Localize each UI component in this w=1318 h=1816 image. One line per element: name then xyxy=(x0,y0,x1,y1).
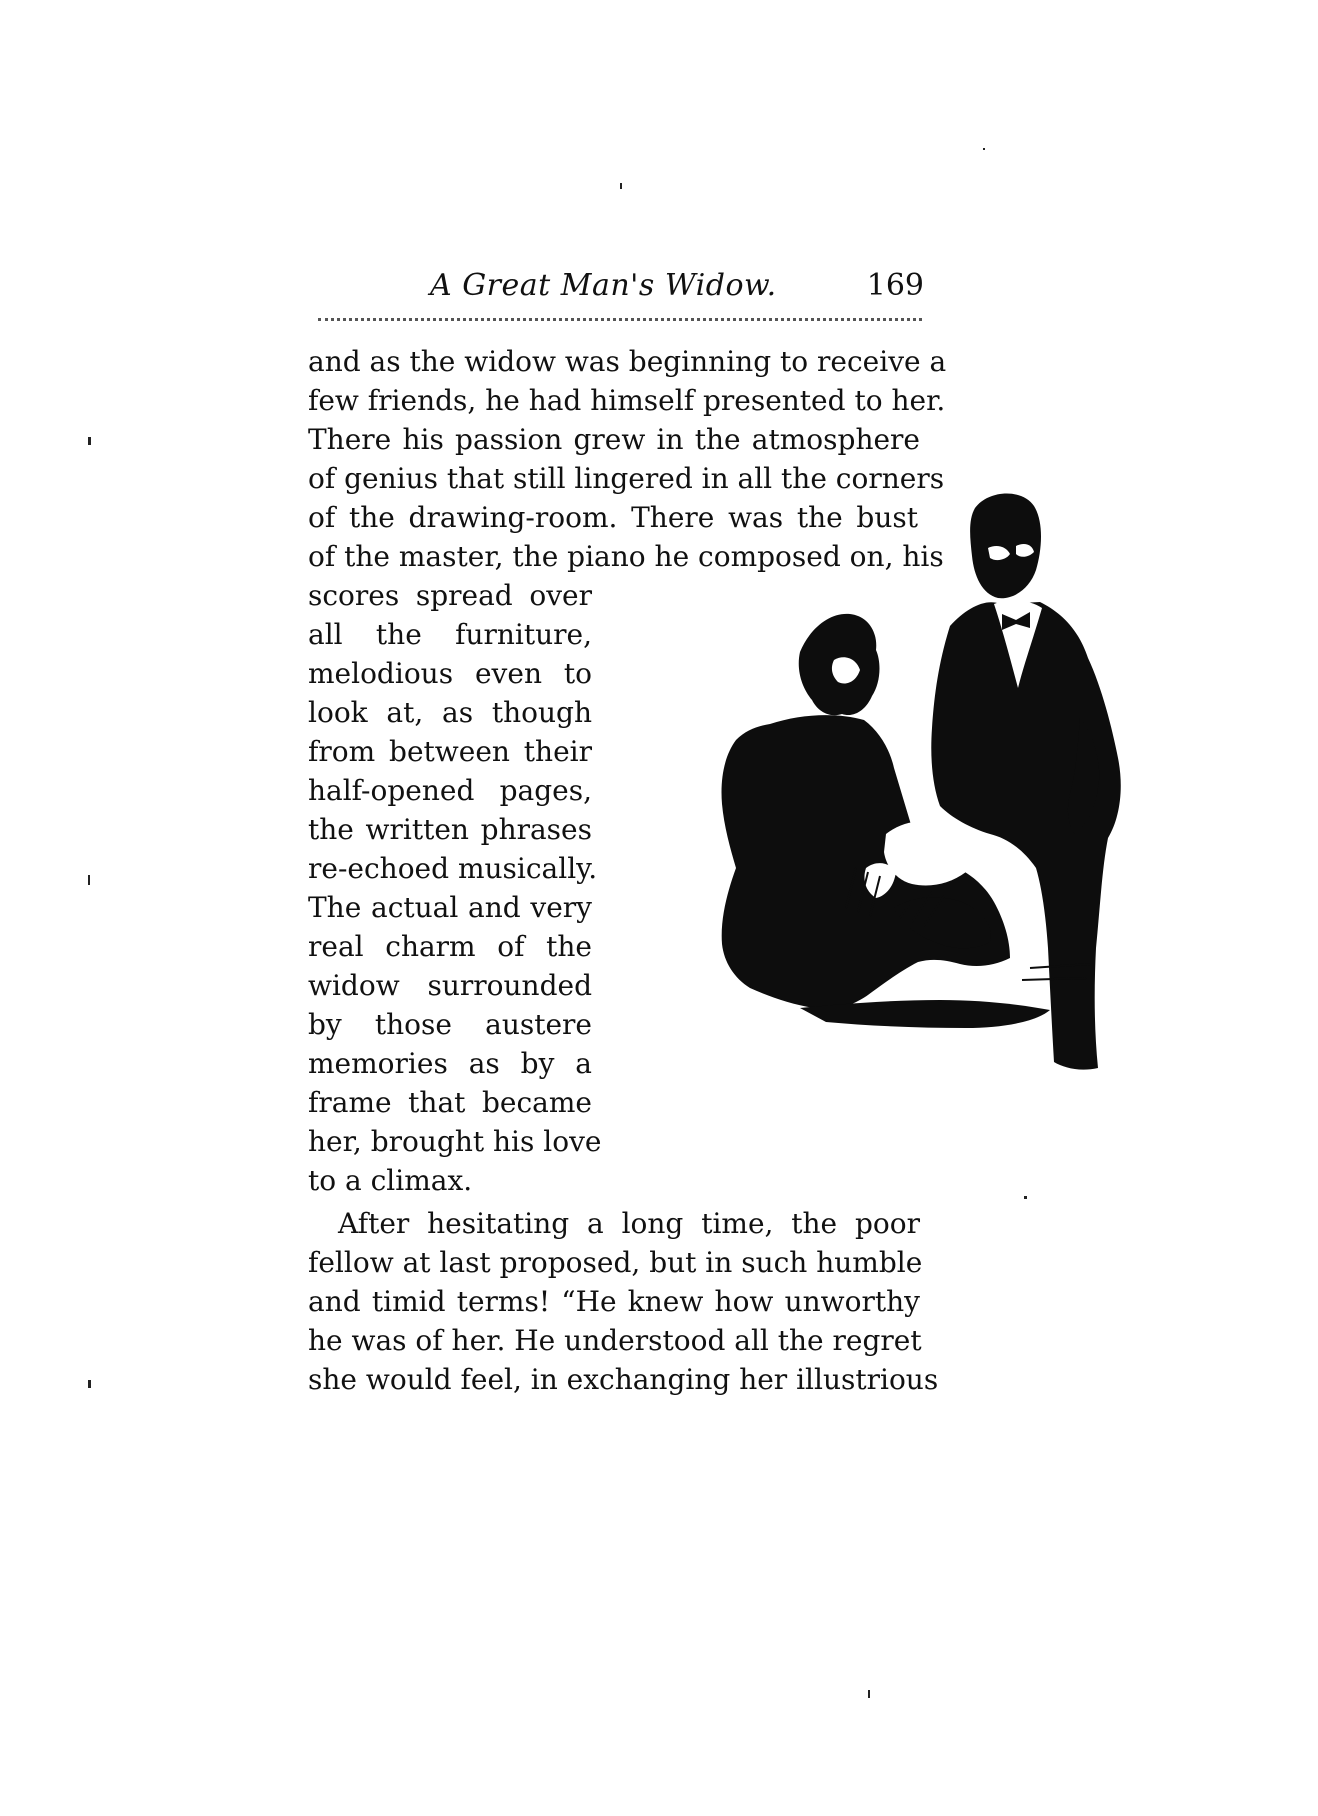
text-line: melodious even to xyxy=(308,657,592,690)
text-line: to a climax. xyxy=(308,1164,473,1197)
header-rule xyxy=(318,318,922,321)
text-line: of the drawing-room. There was the bust xyxy=(308,501,918,534)
margin-speck xyxy=(620,183,622,189)
illustration-couple xyxy=(650,488,1140,1188)
text-line: the written phrases xyxy=(308,813,592,846)
text-line: There his passion grew in the atmosphere xyxy=(308,423,920,456)
text-line: look at, as though xyxy=(308,696,592,729)
text-line: he was of her. He understood all the regret xyxy=(308,1324,922,1357)
text-line: The actual and very xyxy=(308,891,592,924)
text-line: half-opened pages, xyxy=(308,774,592,807)
text-line: re-echoed musically. xyxy=(308,852,598,885)
text-line: few friends, he had himself presented to her. xyxy=(308,384,946,417)
man-coat xyxy=(931,602,1120,1070)
text-line: she would feel, in exchanging her illustrious xyxy=(308,1363,939,1396)
text-line: After hesitating a long time, the poor xyxy=(338,1207,920,1240)
text-line: fellow at last proposed, but in such humble xyxy=(308,1246,923,1279)
text-line: from between their xyxy=(308,735,592,768)
running-title: A Great Man's Widow. xyxy=(430,268,777,303)
text-line: real charm of the xyxy=(308,930,592,963)
text-line: and timid terms! “He knew how unworthy xyxy=(308,1285,920,1318)
man-head xyxy=(970,493,1041,598)
margin-speck xyxy=(868,1690,870,1698)
running-head xyxy=(308,268,924,312)
page-number: 169 xyxy=(866,268,924,303)
text-line: her, brought his love xyxy=(308,1125,602,1158)
margin-speck xyxy=(88,1380,91,1388)
text-line: of genius that still lingered in all the corners xyxy=(308,462,945,495)
margin-speck xyxy=(1024,1196,1027,1199)
text-line: memories as by a xyxy=(308,1047,592,1080)
text-line: all the furniture, xyxy=(308,618,592,651)
text-line: of the master, the piano he composed on, his xyxy=(308,540,944,573)
text-line: frame that became xyxy=(308,1086,592,1119)
text-line: scores spread over xyxy=(308,579,592,612)
margin-speck xyxy=(88,437,91,445)
margin-speck xyxy=(983,148,985,150)
text-line: and as the widow was beginning to receive a xyxy=(308,345,947,378)
margin-speck xyxy=(88,875,90,885)
text-line: by those austere xyxy=(308,1008,592,1041)
text-line: widow surrounded xyxy=(308,969,592,1002)
